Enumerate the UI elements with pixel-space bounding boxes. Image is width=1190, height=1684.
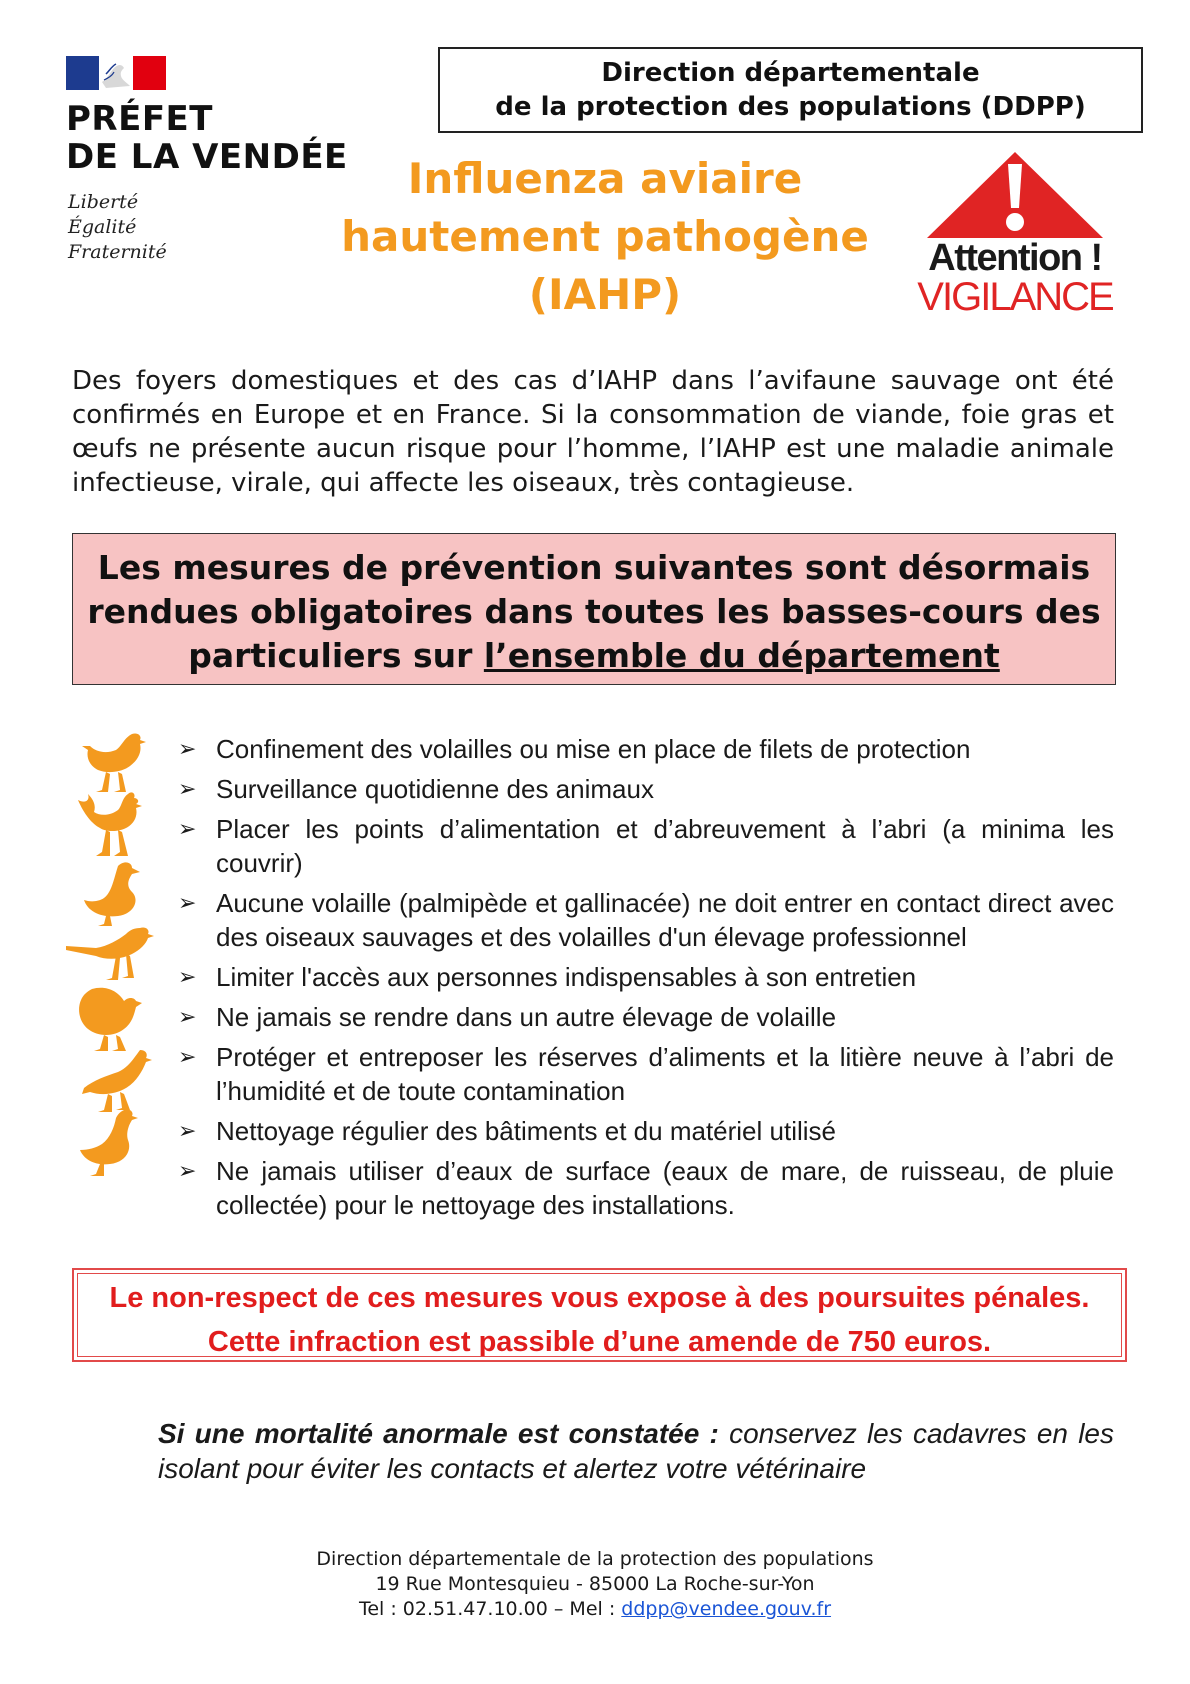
ddpp-header-box: [438, 47, 1143, 133]
measures-line-1: Les mesures de prévention suivantes sont désormais: [97, 548, 1091, 587]
list-item-text: Limiter l'accès aux personnes indispensables à son entretien: [216, 962, 917, 992]
guinea-fowl-icon: [62, 1046, 157, 1116]
list-item: [178, 1154, 1114, 1222]
list-item: [178, 1040, 1114, 1108]
email-link[interactable]: ddpp@vendee.gouv.fr: [621, 1598, 832, 1620]
list-item: [178, 1000, 1114, 1034]
title-line-2: hautement pathogène: [341, 212, 869, 261]
footer-contact: Tel : 02.51.47.10.00 – Mel :: [358, 1598, 622, 1620]
devise-liberte: Liberté: [68, 191, 139, 213]
measures-line-3: [73, 634, 1115, 678]
goose-icon: [62, 1108, 157, 1178]
prefet-title: [66, 100, 348, 176]
attention-line-2: VIGILANCE: [917, 275, 1113, 319]
measures-line-2: rendues obligatoires dans toutes les basses-cours des: [87, 592, 1101, 631]
footer-line-3: [0, 1597, 1190, 1622]
list-item: [178, 772, 1114, 806]
penalty-warning-box: [72, 1268, 1127, 1362]
prefet-line-2: DE LA VENDÉE: [66, 137, 348, 177]
arrow-bullet-icon: ➢: [178, 1044, 197, 1069]
footer-line-2: 19 Rue Montesquieu - 85000 La Roche-sur-Yon: [375, 1573, 815, 1595]
mortality-rest: conservez les cadavres en les isolant pour éviter les contacts et alertez votre vétérinaire: [158, 1418, 1114, 1484]
warning-line-1: Le non-respect de ces mesures vous expose à des poursuites pénales.: [109, 1282, 1090, 1314]
arrow-bullet-icon: ➢: [178, 890, 197, 915]
ddpp-box-line-1: Direction départementale: [601, 58, 980, 88]
mortality-notice: [158, 1416, 1114, 1486]
prefecture-logo: [66, 52, 356, 262]
arrow-bullet-icon: ➢: [178, 816, 197, 841]
pheasant-icon: [62, 920, 157, 990]
duck-icon: [62, 858, 157, 928]
footer: [0, 1547, 1190, 1622]
ddpp-box-line-2: de la protection des populations (DDPP): [495, 92, 1086, 122]
list-item-text: Placer les points d’alimentation et d’abreuvement à l’abri (a minima les couvrir): [216, 814, 1114, 878]
mortality-bold: Si une mortalité anormale est constatée :: [158, 1418, 719, 1449]
list-item-text: Confinement des volailles ou mise en place de filets de protection: [216, 734, 971, 764]
arrow-bullet-icon: ➢: [178, 736, 197, 761]
page-title: [330, 150, 880, 324]
arrow-bullet-icon: ➢: [178, 776, 197, 801]
devise: [68, 190, 167, 265]
attention-vigilance-logo: [915, 150, 1115, 320]
measures-box: [72, 533, 1116, 685]
turkey-icon: [62, 985, 157, 1055]
arrow-bullet-icon: ➢: [178, 1158, 197, 1183]
list-item-text: Surveillance quotidienne des animaux: [216, 774, 654, 804]
arrow-bullet-icon: ➢: [178, 1004, 197, 1029]
rooster-icon: [62, 790, 157, 860]
intro-paragraph: Des foyers domestiques et des cas d’IAHP dans l’avifaune sauvage ont été confirmés en Europe et en France. Si la consommation de viande, foie gras et œufs ne présente aucun risque pour l’homme, l’IAHP est une maladie animale infectieuse, virale, qui affecte les oiseaux, très contagieuse.: [72, 366, 1114, 498]
footer-line-1: Direction départementale de la protection des populations: [316, 1548, 874, 1570]
title-line-1: Influenza aviaire: [407, 154, 803, 203]
list-item-text: Nettoyage régulier des bâtiments et du matériel utilisé: [216, 1116, 836, 1146]
devise-fraternite: Fraternité: [68, 241, 167, 263]
list-item: [178, 886, 1114, 954]
arrow-bullet-icon: ➢: [178, 1118, 197, 1143]
devise-egalite: Égalité: [68, 216, 137, 238]
list-item-text: Ne jamais se rendre dans un autre élevage de volaille: [216, 1002, 837, 1032]
attention-text: [915, 237, 1115, 319]
marianne-flag-icon: [66, 52, 166, 92]
measures-line-3-underlined: l’ensemble du département: [483, 636, 1000, 675]
list-item: [178, 960, 1114, 994]
list-item: [178, 812, 1114, 880]
list-item-text: Ne jamais utiliser d’eaux de surface (eaux de mare, de ruisseau, de pluie collectée) pour le nettoyage des installations.: [216, 1156, 1114, 1220]
prefet-line-1: PRÉFET: [66, 99, 213, 139]
measures-line-3-prefix: particuliers sur: [188, 636, 484, 675]
chicken-icon: [62, 728, 157, 798]
attention-line-1: Attention !: [928, 237, 1102, 279]
list-item-text: Protéger et entreposer les réserves d’aliments et la litière neuve à l’abri de l’humidité et de toute contamination: [216, 1042, 1114, 1106]
arrow-bullet-icon: ➢: [178, 964, 197, 989]
list-item: [178, 732, 1114, 766]
measures-list: [178, 732, 1114, 1228]
warning-line-2: Cette infraction est passible d’une amende de 750 euros.: [207, 1326, 992, 1358]
list-item: [178, 1114, 1114, 1148]
title-line-3: (IAHP): [528, 270, 682, 319]
list-item-text: Aucune volaille (palmipède et gallinacée) ne doit entrer en contact direct avec des oiseaux sauvages et des volailles d'un élevage professionnel: [216, 888, 1114, 952]
warning-triangle-icon: [915, 150, 1115, 245]
